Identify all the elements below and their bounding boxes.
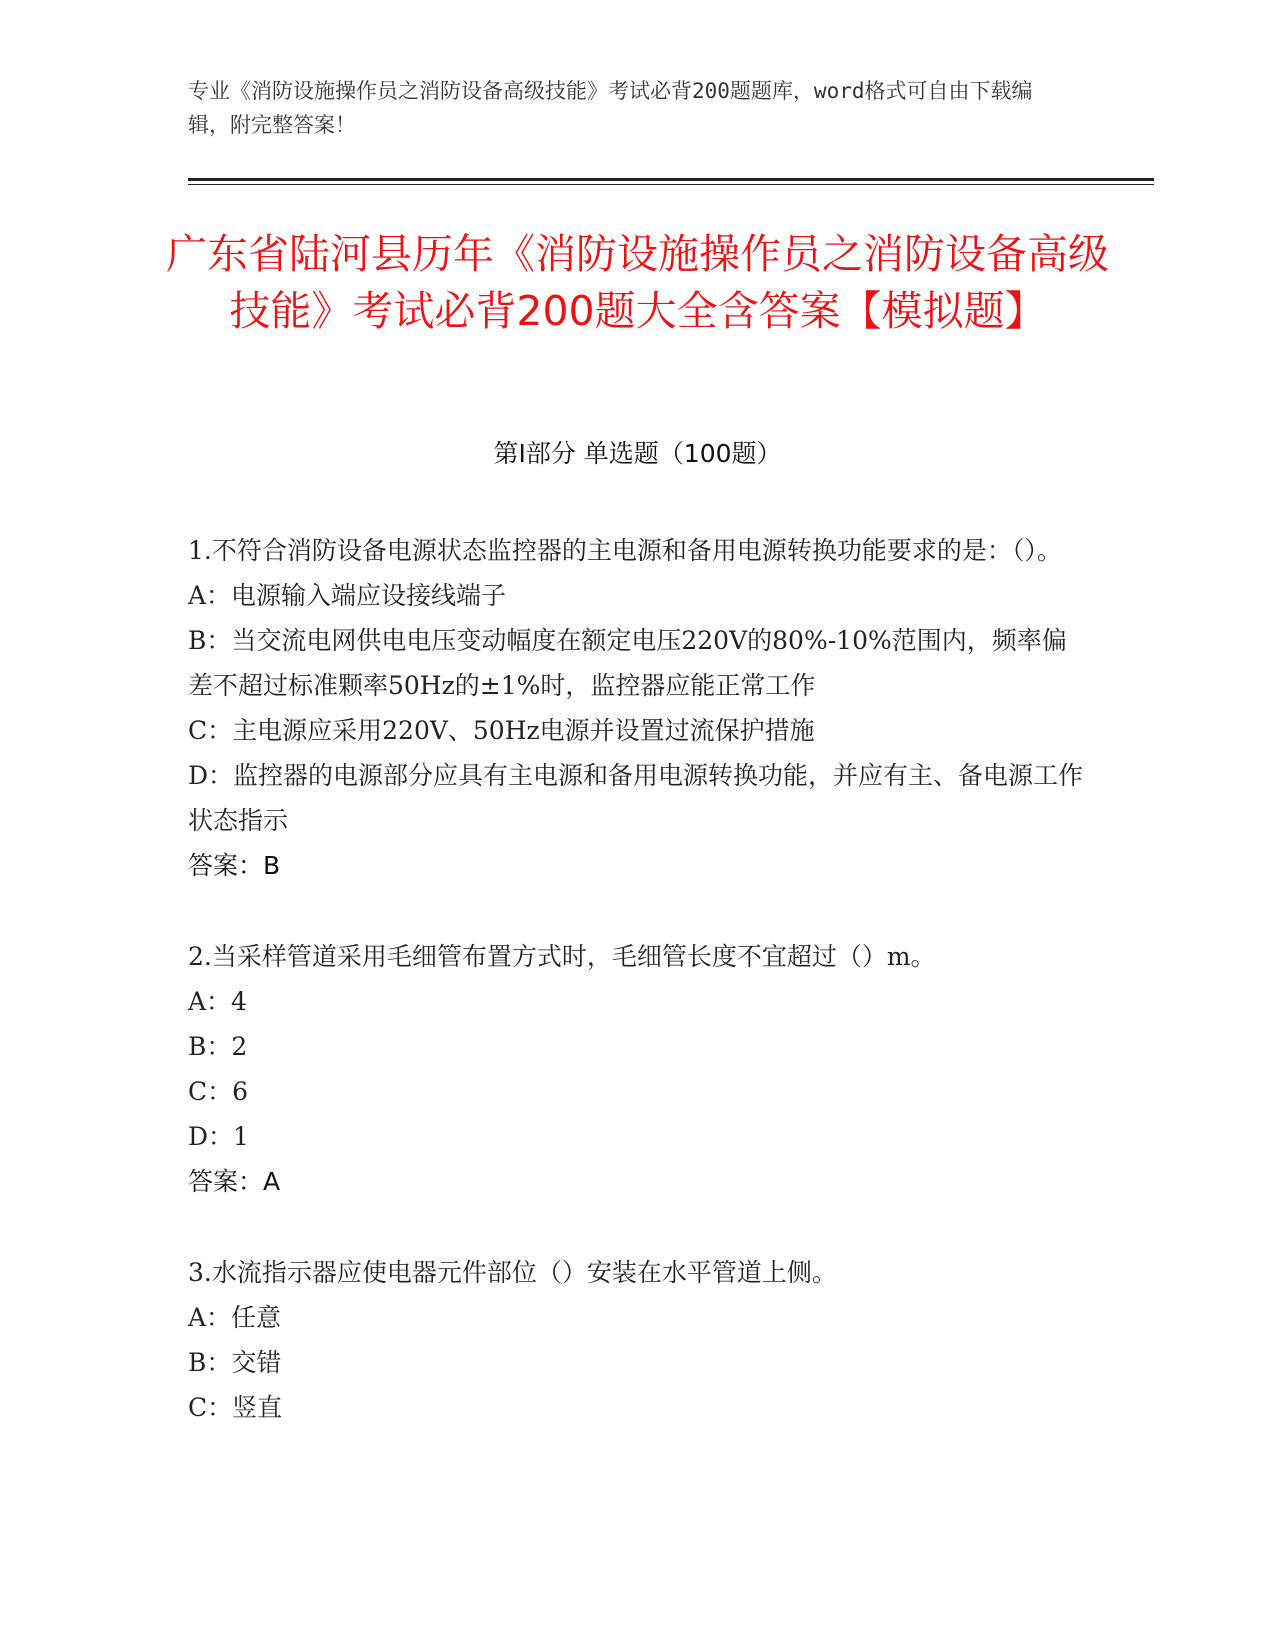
question-1 [188,528,1088,888]
question-stem: 3.水流指示器应使电器元件部位（）安装在水平管道上侧。 [188,1258,837,1287]
answer-line: 答案：A [188,1167,281,1196]
option-c: C：6 [188,1077,249,1106]
option-c: C：竖直 [188,1393,283,1422]
question-stem: 1.不符合消防设备电源状态监控器的主电源和备用电源转换功能要求的是：（）。 [188,536,1062,565]
answer-line: 答案：B [188,851,281,880]
option-a: A：任意 [188,1303,282,1332]
document-title: 广东省陆河县历年《消防设施操作员之消防设备高级技能》考试必背200题大全含答案【模拟题】 [166,230,1109,335]
option-b: B：交错 [188,1348,282,1377]
question-3 [188,1250,1088,1430]
section-heading: 第Ⅰ部分 单选题（100题） [493,439,782,468]
option-d: D：监控器的电源部分应具有主电源和备用电源转换功能，并应有主、备电源工作状态指示 [188,761,1084,835]
question-2 [188,934,1088,1204]
option-b: B：2 [188,1032,248,1061]
option-b: B：当交流电网供电电压变动幅度在额定电压220V的80%-10%范围内，频率偏差不超过标准颗率50Hz的±1%时，监控器应能正常工作 [188,626,1067,700]
option-d: D：1 [188,1122,249,1151]
option-c: C：主电源应采用220V、50Hz电源并设置过流保护措施 [188,716,815,745]
question-stem: 2.当采样管道采用毛细管布置方式时，毛细管长度不宜超过（）m。 [188,942,936,971]
header-divider-thin [188,184,1154,185]
option-a: A：4 [188,987,247,1016]
question-list [188,528,1088,1476]
option-a: A：电源输入端应设接线端子 [188,581,507,610]
header-note: 专业《消防设施操作员之消防设备高级技能》考试必背200题题库，word格式可自由下载编辑，附完整答案！ [188,79,1033,137]
header-divider-thick [188,178,1154,181]
